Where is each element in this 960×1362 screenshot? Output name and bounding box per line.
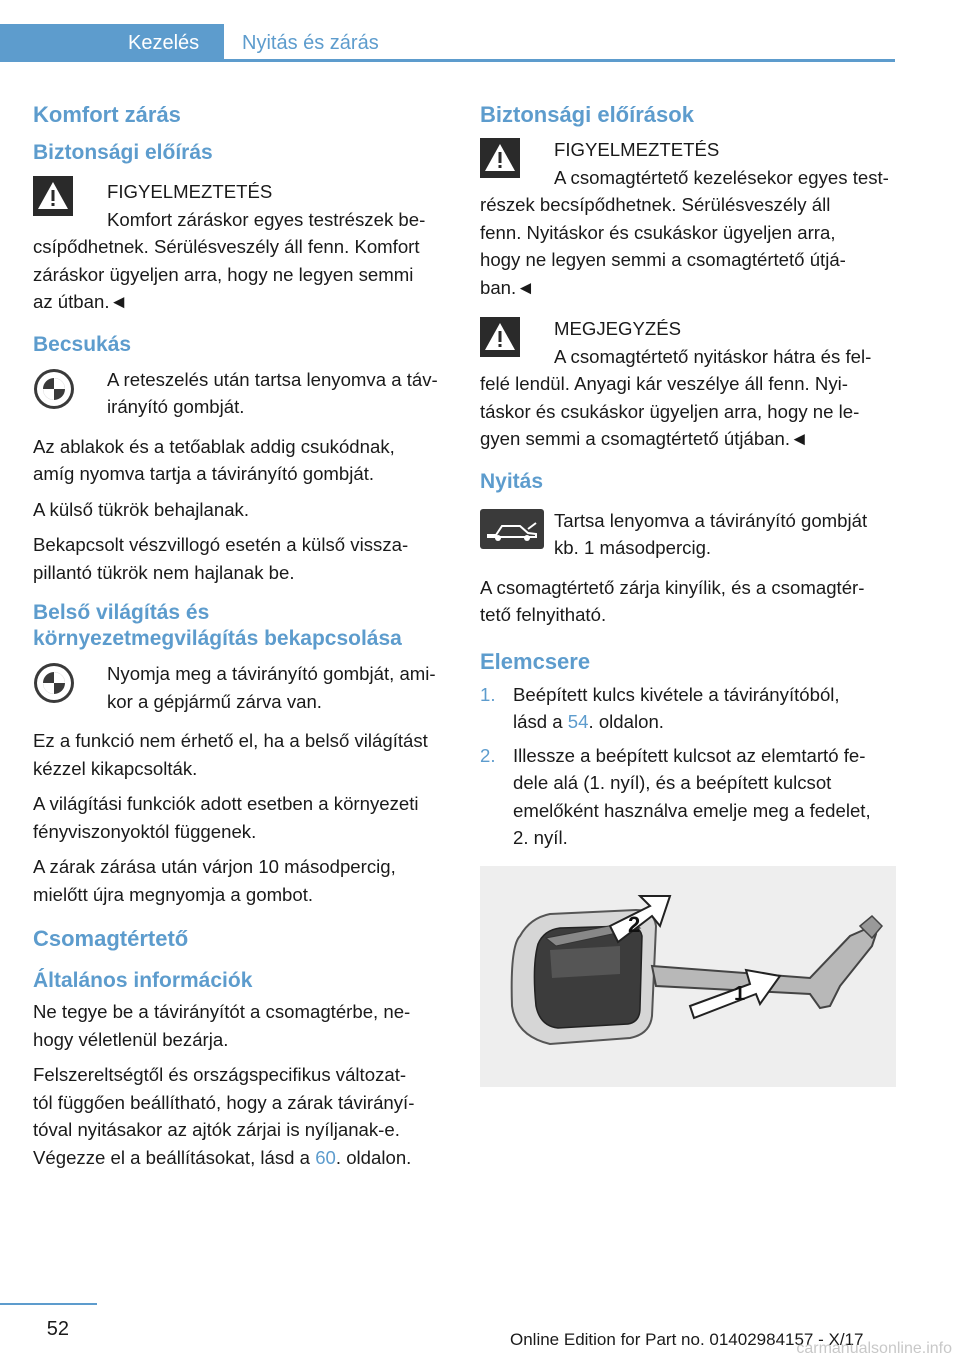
warning-text-line: fenn. Nyitáskor és csukáskor ügyeljen arra, <box>480 221 836 243</box>
step-line: Illessze a beépített kulcsot az elemtartó fe- <box>513 744 866 766</box>
section-tab[interactable]: Nyitás és zárás <box>242 32 379 54</box>
paragraph-line: kézzel kikapcsolták. <box>33 757 198 779</box>
trunk-button-icon <box>480 509 544 549</box>
arrow-label: 1 <box>734 982 746 1005</box>
chapter-header <box>0 24 895 62</box>
biztonsagi-eloirasok-heading: Biztonsági előírások <box>480 102 694 127</box>
paragraph <box>33 727 449 782</box>
step-line: 2. nyíl. <box>513 827 568 848</box>
warning-block <box>480 136 896 301</box>
note-text-line: felé lendül. Anyagi kár veszélye áll fenn. Nyi- <box>480 373 848 394</box>
left-column <box>33 100 449 1179</box>
warning-label: FIGYELMEZTETÉS <box>554 139 720 160</box>
paragraph <box>33 998 449 1053</box>
paragraph <box>33 853 449 908</box>
warning-icon <box>33 176 73 216</box>
paragraph-line: hogy véletlenül bezárja. <box>33 1028 229 1050</box>
step-line: Beépített kulcs kivétele a távirányítóból, <box>513 683 840 705</box>
step-line: emelőként használva emelje meg a fedelet, <box>513 799 871 821</box>
paragraph-line: Ne tegye be a távirányítót a csomagtérbe, ne- <box>33 1001 411 1022</box>
heading-line: környezetmegvilágítás bekapcsolása <box>33 627 402 650</box>
text: . oldalon. <box>588 711 664 732</box>
paragraph <box>33 1061 449 1171</box>
page-link[interactable]: 60 <box>315 1146 336 1168</box>
paragraph-line: Felszereltségtől és országspecifikus változat- <box>33 1064 407 1085</box>
paragraph <box>33 790 449 845</box>
paragraph <box>33 433 449 488</box>
paragraph-line: tól függően beállítható, hogy a zárak távirányí- <box>33 1091 415 1113</box>
step-line <box>513 708 896 736</box>
warning-text-line: A csomagtértető kezelésekor egyes test- <box>554 166 889 188</box>
bmw-remote-button-icon <box>33 368 75 410</box>
note-text-line: A csomagtértető nyitáskor hátra és fel- <box>554 345 872 367</box>
warning-text-line: záráskor ügyeljen arra, hogy ne legyen semmi <box>33 263 414 285</box>
instruction-line: kb. 1 másodpercig. <box>554 537 712 558</box>
edition-text: Online Edition for Part no. 01402984157 - X/17 <box>510 1330 864 1349</box>
instruction-line: irányító gombját. <box>107 396 245 417</box>
step-line: dele alá (1. nyíl), és a beépített kulcsot <box>513 772 832 793</box>
note-block <box>480 315 896 453</box>
becsukas-heading: Becsukás <box>33 332 132 356</box>
chapter-tab[interactable]: Kezelés <box>0 24 224 62</box>
komfort-zaras-heading: Komfort zárás <box>33 102 181 127</box>
arrow-label: 2 <box>628 911 641 937</box>
page-number: 52 <box>46 1318 69 1340</box>
paragraph-line: Bekapcsolt vészvillogó esetén a külső vissza- <box>33 534 409 555</box>
footer-rule <box>0 1303 97 1305</box>
paragraph-line: Az ablakok és a tetőablak addig csukódnak, <box>33 435 395 457</box>
belso-vilagitas-heading <box>33 600 449 652</box>
warning-text-line: az útban.◄ <box>33 291 128 312</box>
paragraph-line: pillantó tükrök nem hajlanak be. <box>33 561 295 583</box>
steps-list <box>480 681 896 852</box>
instruction-line: Tartsa lenyomva a távirányító gombját <box>554 509 868 531</box>
paragraph-line <box>33 1144 449 1172</box>
note-text-line: táskor és csukáskor ügyeljen arra, hogy ne le- <box>480 400 860 422</box>
watermark: carmanualsonline.info <box>796 1340 952 1357</box>
csomagterteto-heading: Csomagtértető <box>33 926 189 951</box>
note-text-line: gyen semmi a csomagtértető útjában.◄ <box>480 428 809 449</box>
remote-instruction <box>33 660 449 715</box>
remote-instruction <box>33 366 449 421</box>
right-column <box>480 100 896 1087</box>
step-number: 2. <box>480 744 496 766</box>
warning-text-line: Komfort záráskor egyes testrészek be- <box>107 208 426 230</box>
paragraph-line: tető felnyitható. <box>480 604 607 625</box>
elemcsere-heading: Elemcsere <box>480 648 591 674</box>
paragraph <box>480 574 896 629</box>
note-label: MEGJEGYZÉS <box>554 318 682 339</box>
key-battery-illustration <box>480 866 896 1087</box>
warning-text-line: ban.◄ <box>480 276 535 298</box>
paragraph: A külső tükrök behajlanak. <box>33 498 250 520</box>
nyitas-heading: Nyitás <box>480 469 544 493</box>
list-item <box>480 681 896 736</box>
trunk-remote-instruction <box>480 507 896 562</box>
warning-text-line: csípődhetnek. Sérülésveszély áll fenn. Komfort <box>33 236 420 257</box>
list-item <box>480 742 896 852</box>
paragraph-line: mielőtt újra megnyomja a gombot. <box>33 883 314 905</box>
warning-icon <box>480 138 520 178</box>
paragraph-line: amíg nyomva tartja a távirányító gombját. <box>33 463 375 484</box>
text: . oldalon. <box>335 1146 412 1168</box>
paragraph-line: A zárak zárása után várjon 10 másodpercig, <box>33 856 396 877</box>
paragraph-line: tóval nyitásakor az ajtók zárjai is nyíljanak-e. <box>33 1119 400 1140</box>
step-number: 1. <box>480 683 496 705</box>
warning-label: FIGYELMEZTETÉS <box>107 181 273 202</box>
biztonsagi-eloiras-heading: Biztonsági előírás <box>33 141 213 164</box>
text: lásd a <box>513 711 568 732</box>
warning-block <box>33 174 449 316</box>
instruction-line: kor a gépjármű zárva van. <box>107 690 322 712</box>
paragraph-line: fényviszonyoktól függenek. <box>33 820 257 842</box>
key-fob-drawing <box>480 866 896 1087</box>
instruction-line: Nyomja meg a távirányító gombját, ami- <box>107 663 436 684</box>
paragraph-line: A csomagtértető zárja kinyílik, és a csomagtér- <box>480 576 865 598</box>
paragraph <box>33 531 449 586</box>
warning-text-line: részek becsípődhetnek. Sérülésveszély áll <box>480 194 831 215</box>
instruction-line: A reteszelés után tartsa lenyomva a táv- <box>107 368 438 390</box>
page-link[interactable]: 54 <box>567 711 589 732</box>
text: Végezze el a beállításokat, lásd a <box>33 1146 316 1168</box>
warning-icon <box>480 317 520 357</box>
altalanos-informaciok-heading: Általános információk <box>33 969 253 992</box>
bmw-remote-button-icon <box>33 662 75 704</box>
paragraph-line: A világítási funkciók adott esetben a környezeti <box>33 793 419 814</box>
heading-line: Belső világítás és <box>33 601 210 624</box>
warning-text-line: hogy ne legyen semmi a csomagtértető útjá- <box>480 249 846 270</box>
paragraph-line: Ez a funkció nem érhető el, ha a belső világítást <box>33 730 428 751</box>
